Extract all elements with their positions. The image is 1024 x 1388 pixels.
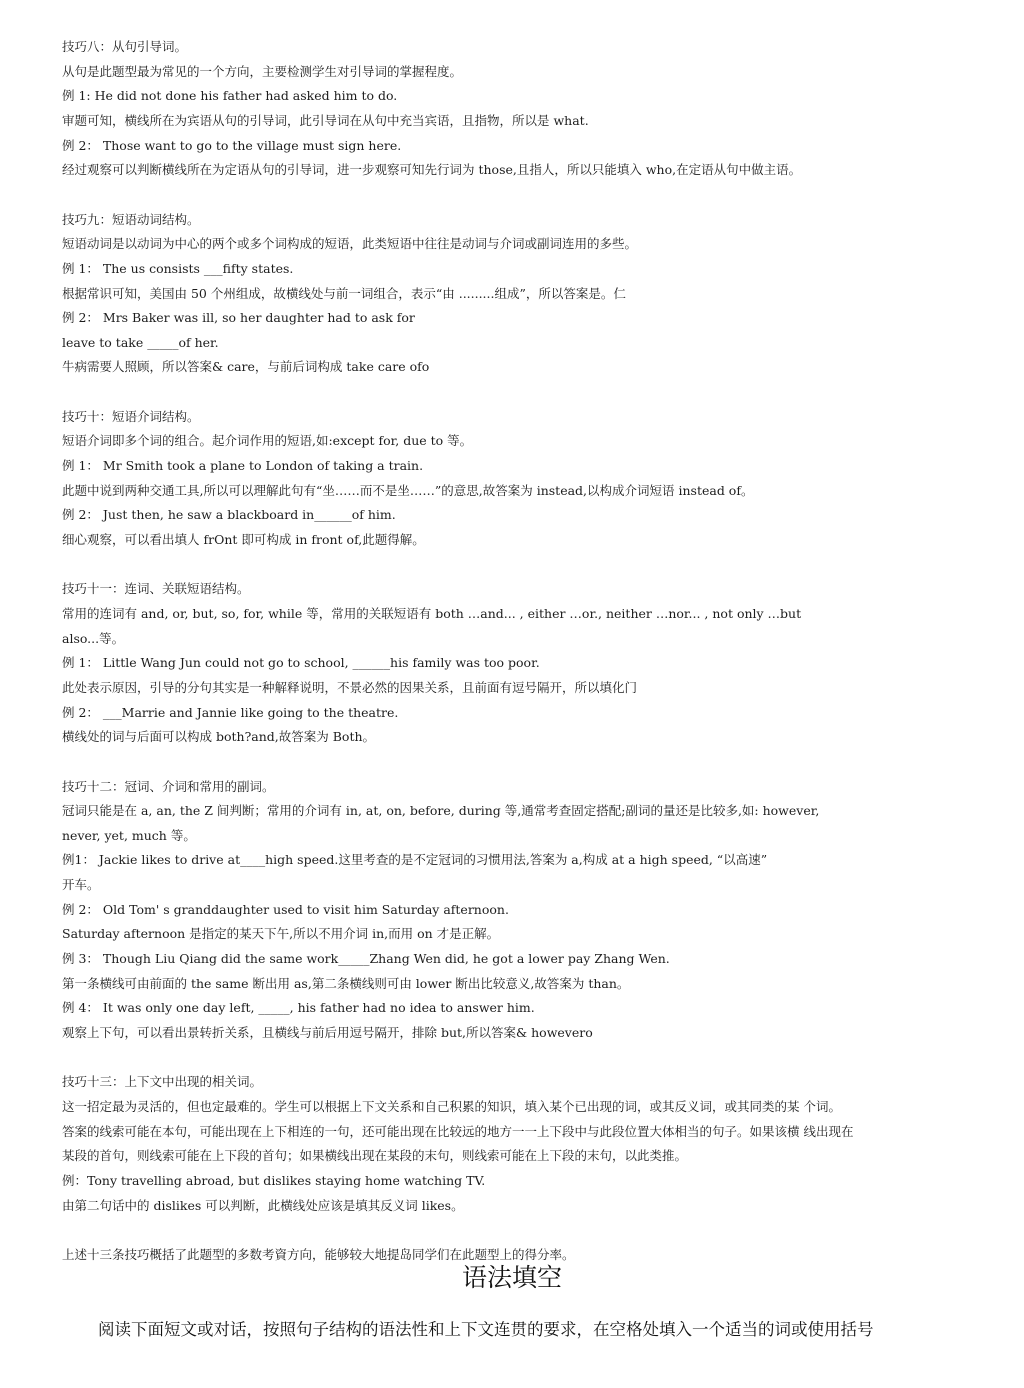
text-line: 例 1： Little Wang Jun could not go to school, ______his family was too poor. [62,655,540,671]
text-line: 技巧十三：上下文中出现的相关词。 [62,1074,263,1090]
text-line: 从句是此题型最为常见的一个方向，主要检测学生对引导词的掌握程度。 [62,63,463,79]
text-line: 技巧十：短语介词结构。 [62,408,200,424]
text-line: 技巧九：短语动词结构。 [62,211,200,227]
text-line: 例1： Jackie likes to drive at____high speed.这里考查的是不定冠词的习惯用法,答案为 a,构成 at a high speed, “以高速” [62,852,768,868]
text-line: 例：Tony travelling abroad, but dislikes staying home watching TV. [62,1172,486,1188]
text-line: 常用的连词有 and, or, but, so, for, while 等，常用的关联短语有 both …and... , either …or., neither …nor... , not only …but [62,605,802,621]
text-line: 审题可知，横线所在为宾语从句的引导词，此引导词在从句中充当宾语，且指物，所以是 what. [62,112,589,128]
text-line: 技巧八：从句引导词。 [62,39,188,54]
text-line: 例 2： Mrs Baker was ill, so her daughter had to ask for [62,310,415,326]
text-line: 技巧十一：连词、关联短语结构。 [62,581,250,597]
text-line: 牛病需要人照顾，所以答案& care，与前后词构成 take care ofo [62,359,430,375]
text-line: 开车。 [62,877,100,893]
text-line: 这一招定最为灵活的，但也定最难的。学生可以根据上下文关系和自己积累的知识，填入某个已出现的词，或其反义词，或其同类的某 个词。 [62,1098,841,1114]
text-line: 此处表示原因，引导的分句其实是一种解释说明，不景必然的因果关系，且前面有逗号隔开，所以填化门 [62,679,638,695]
text-line: 例 3： Though Liu Qiang did the same work_____Zhang Wen did, he got a lower pay Zhang Wen. [62,951,670,967]
text-line: 由第二句话中的 dislikes 可以判断，此横线处应该是填其反义词 likes。 [62,1197,464,1213]
text-line: 第一条横线可由前面的 the same 断出用 as,第二条横线则可由 lower 断出比较意义,故答案为 than。 [62,975,630,991]
text-line: 短语动词是以动词为中心的两个或多个词构成的短语，此类短语中往往是动词与介词或副词连用的多些。 [62,236,638,252]
text-line: 细心观察，可以看出填人 frOnt 即可构成 in front of,此题得解。 [62,532,425,547]
text-line: 经过观察可以判断横线所在为定语从句的引导词，进一步观察可知先行词为 those,且指人，所以只能填入 who,在定语从句中做主语。 [62,162,802,178]
text-line: 技巧十二：冠词、介词和常用的副词。 [62,778,275,794]
text-line: 例 1: He did not done his father had asked him to do. [62,88,398,104]
text-line: 此题中说到两种交通工具,所以可以理解此句有“坐……而不是坐……”的意思,故答案为 instead,以构成介词短语 instead of。 [62,482,754,498]
text-line: 短语介词即多个词的组合。起介词作用的短语,如:except for, due to 等。 [62,433,473,449]
text-line: 例 2： Just then, he saw a blackboard in______of him. [62,507,396,523]
text-line: never, yet, much 等。 [62,827,196,843]
text-line: 横线处的词与后面可以构成 both?and,故答案为 Both。 [62,729,376,745]
text-line: 例 4： It was only one day left, _____, his father had no idea to answer him. [62,1000,535,1016]
text-line: Saturday afternoon 是指定的某天下午,所以不用介词 in,而用 on 才是正解。 [62,926,500,942]
text-line: 冠词只能是在 a, an, the Z 间判断；常用的介词有 in, at, on, before, during 等,通常考查固定搭配;副词的量还是比较多,如: however, [62,803,820,819]
text-line: 例 2： Those want to go to the village must sign here. [62,137,402,153]
text-line: 例 1： The us consists ___fifty states. [62,260,294,276]
text-line: leave to take _____of her. [62,334,219,350]
text-line: 上述十三条技巧概括了此题型的多数考資方向，能够较大地提岛同学们在此题型上的得分率。 [62,1246,575,1262]
text-line: 某段的首句，则线索可能在上下段的首句；如果横线出现在某段的末句，则线索可能在上下段的末句，以此类推。 [62,1148,688,1164]
section-instruction: 阅读下面短文或对话，按照句子结构的语法性和上下文连贯的要求，在空格处填入一个适当的词或使用括号 [98,1320,874,1339]
text-line: also...等。 [62,630,125,646]
text-line: 答案的线索可能在本句，可能出现在上下相连的一句，还可能出现在比较远的地方一一上下段中与此段位置大体相当的句子。如果该横 线出现在 [62,1123,854,1139]
text-line: 根据常识可知，美国由 50 个州组成，故横线处与前一词组合，表示“由 .........组成”，所以答案是。仁 [62,285,626,301]
text-line: 观察上下句，可以看出景转折关系，且横线与前后用逗号隔开，排除 but,所以答案& howevero [62,1025,593,1040]
text-line: 例 2： Old Tom' s granddaughter used to visit him Saturday afternoon. [62,901,509,917]
text-line: 例 1： Mr Smith took a plane to London of taking a train. [62,458,424,474]
text-line: 例 2： ___Marrie and Jannie like going to the theatre. [62,704,399,720]
section-title: 语法填空 [461,1263,562,1292]
